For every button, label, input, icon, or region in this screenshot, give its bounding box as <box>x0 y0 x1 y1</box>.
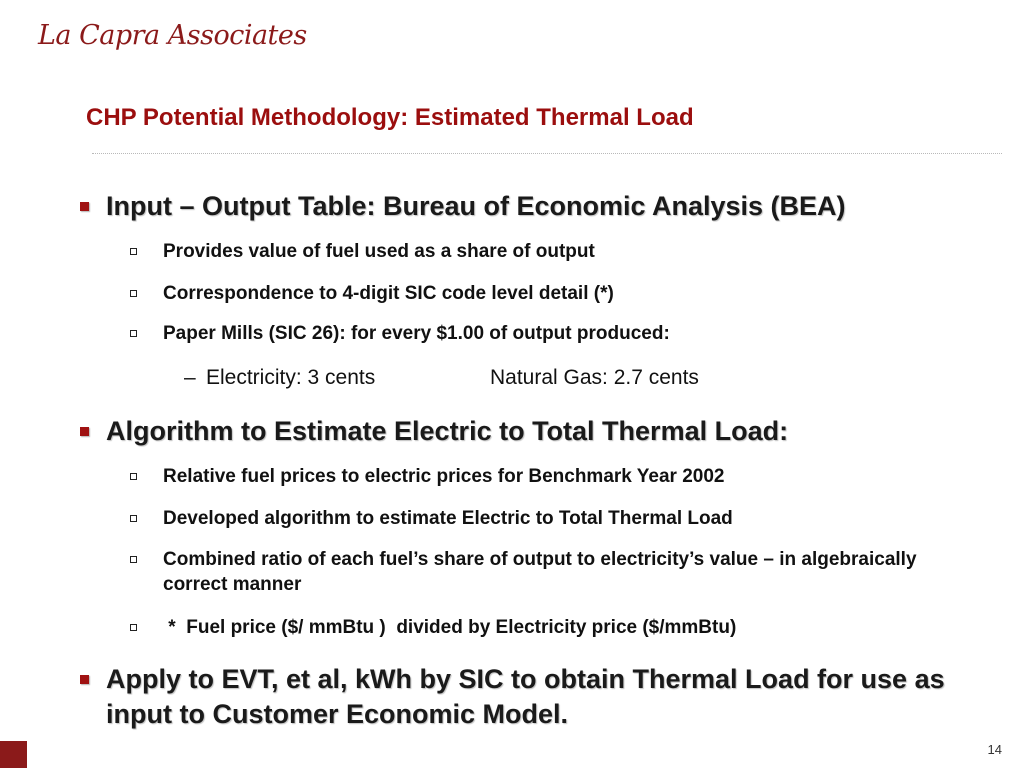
slide-title: CHP Potential Methodology: Estimated Thermal Load <box>86 104 694 131</box>
sub-bullet-developed-algorithm <box>128 506 928 531</box>
sub-bullet-combined-ratio <box>128 547 928 597</box>
sub-bullet-paper-mills <box>128 321 928 346</box>
bullet-bea-table <box>80 189 1000 224</box>
square-bullet-icon <box>80 675 89 684</box>
page-number: 14 <box>987 742 1002 757</box>
hollow-square-bullet-icon <box>130 330 137 337</box>
sub-bullet-text: Provides value of fuel used as a share of output <box>163 241 595 262</box>
dash-bullet: – <box>184 366 196 389</box>
sub-bullet-relative-prices <box>128 464 928 489</box>
sub-bullet-fuel-price-note <box>128 615 928 640</box>
hollow-square-bullet-icon <box>130 248 137 255</box>
bullet-text: Input – Output Table: Bureau of Economic Analysis (BEA) <box>106 191 846 221</box>
bullet-text: Apply to EVT, et al, kWh by SIC to obtain Thermal Load for use as input to Customer Economic Model. <box>106 664 945 729</box>
corner-accent <box>0 741 27 768</box>
electricity-cost: Electricity: 3 cents <box>206 366 376 389</box>
company-logo: La Capra Associates <box>38 20 307 51</box>
natural-gas-cost: Natural Gas: 2.7 cents <box>490 366 699 389</box>
square-bullet-icon <box>80 427 89 436</box>
bullet-algorithm <box>80 414 1000 449</box>
hollow-square-bullet-icon <box>130 515 137 522</box>
bullet-text: Algorithm to Estimate Electric to Total Thermal Load: <box>106 416 789 446</box>
sub-bullet-text: Developed algorithm to estimate Electric to Total Thermal Load <box>163 508 733 529</box>
square-bullet-icon <box>80 202 89 211</box>
sub-bullet-text: Relative fuel prices to electric prices for Benchmark Year 2002 <box>163 466 725 487</box>
sub-bullet-text: Combined ratio of each fuel’s share of output to electricity’s value – in algebraically correct manner <box>163 549 917 595</box>
sub-sub-bullet-fuel-costs <box>184 364 824 392</box>
sub-bullet-text: * Fuel price ($/ mmBtu ) divided by Electricity price ($/mmBtu) <box>163 617 737 638</box>
hollow-square-bullet-icon <box>130 624 137 631</box>
hollow-square-bullet-icon <box>130 556 137 563</box>
sub-bullet-fuel-share <box>128 239 928 264</box>
sub-bullet-text: Paper Mills (SIC 26): for every $1.00 of output produced: <box>163 323 670 344</box>
hollow-square-bullet-icon <box>130 290 137 297</box>
sub-bullet-text: Correspondence to 4-digit SIC code level detail (*) <box>163 283 614 304</box>
bullet-apply-evt <box>80 662 1000 732</box>
sub-bullet-sic-correspondence <box>128 281 928 306</box>
hollow-square-bullet-icon <box>130 473 137 480</box>
